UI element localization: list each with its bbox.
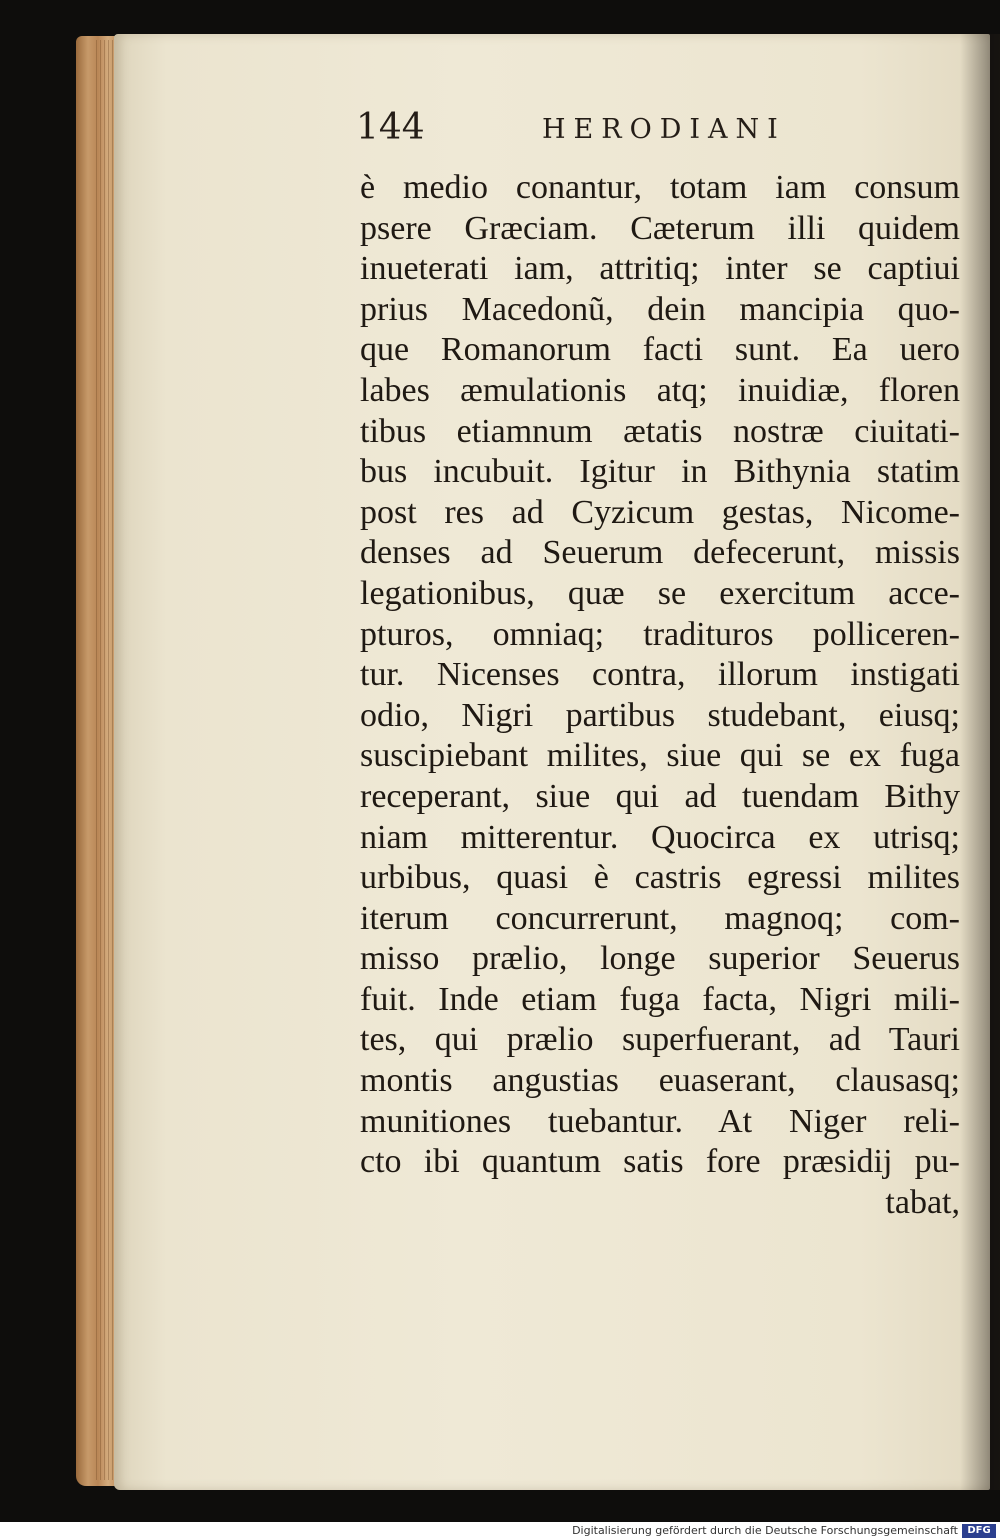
text-line: suscipiebant milites, siue qui se ex fuga [360,737,960,775]
text-line: misso prælio, longe superior Seuerus [360,940,960,978]
text-line: montis angustias euaserant, clausasq; [360,1062,960,1100]
text-line: cto ibi quantum satis fore præsidij pu- [360,1143,960,1181]
text-line: urbibus, quasi è castris egressi milites [360,859,960,897]
text-line: prius Macedonũ, dein mancipia quo- [360,290,960,328]
funding-credit: Digitalisierung gefördert durch die Deutsche Forschungsgemeinschaft [572,1524,958,1537]
body-text [360,168,960,1223]
text-line: tur. Nicenses contra, illorum instigati [360,656,960,694]
text-line: odio, Nigri partibus studebant, eiusq; [360,696,960,734]
text-line: denses ad Seuerum defecerunt, missis [360,534,960,572]
text-line: legationibus, quæ se exercitum acce- [360,574,960,612]
text-line: receperant, siue qui ad tuendam Bithy [360,777,960,815]
running-title: HERODIANI [542,114,786,145]
text-line: labes æmulationis atq; inuidiæ, floren [360,371,960,409]
text-line: è medio conantur, totam iam consum [360,169,960,206]
text-line: niam mitterentur. Quocirca ex utrisq; [360,818,960,856]
text-line: tibus etiamnum ætatis nostræ ciuitati- [360,412,960,450]
text-line: post res ad Cyzicum gestas, Nicome- [360,493,960,531]
text-line: que Romanorum facti sunt. Ea uero [360,331,960,369]
dfg-logo[interactable]: DFG [962,1524,996,1538]
text-line: munitiones tuebantur. At Niger reli- [360,1102,960,1140]
text-line: fuit. Inde etiam fuga facta, Nigri mili- [360,980,960,1018]
text-line: iterum concurrerunt, magnoq; com- [360,899,960,937]
text-line: pturos, omniaq; tradituros polliceren- [360,615,960,653]
catchword-line: tabat, [885,1183,960,1221]
text-line: bus incubuit. Igitur in Bithynia statim [360,453,960,491]
text-line: psere Græciam. Cæterum illi quidem [360,209,960,247]
running-head [356,106,976,158]
digitization-footer [0,1522,1000,1540]
text-line: tes, qui prælio superfuerant, ad Tauri [360,1021,960,1059]
page-number: 144 [356,107,425,148]
gutter-shadow [960,34,1000,1490]
text-line: inueterati iam, attritiq; inter se captiui [360,250,960,288]
